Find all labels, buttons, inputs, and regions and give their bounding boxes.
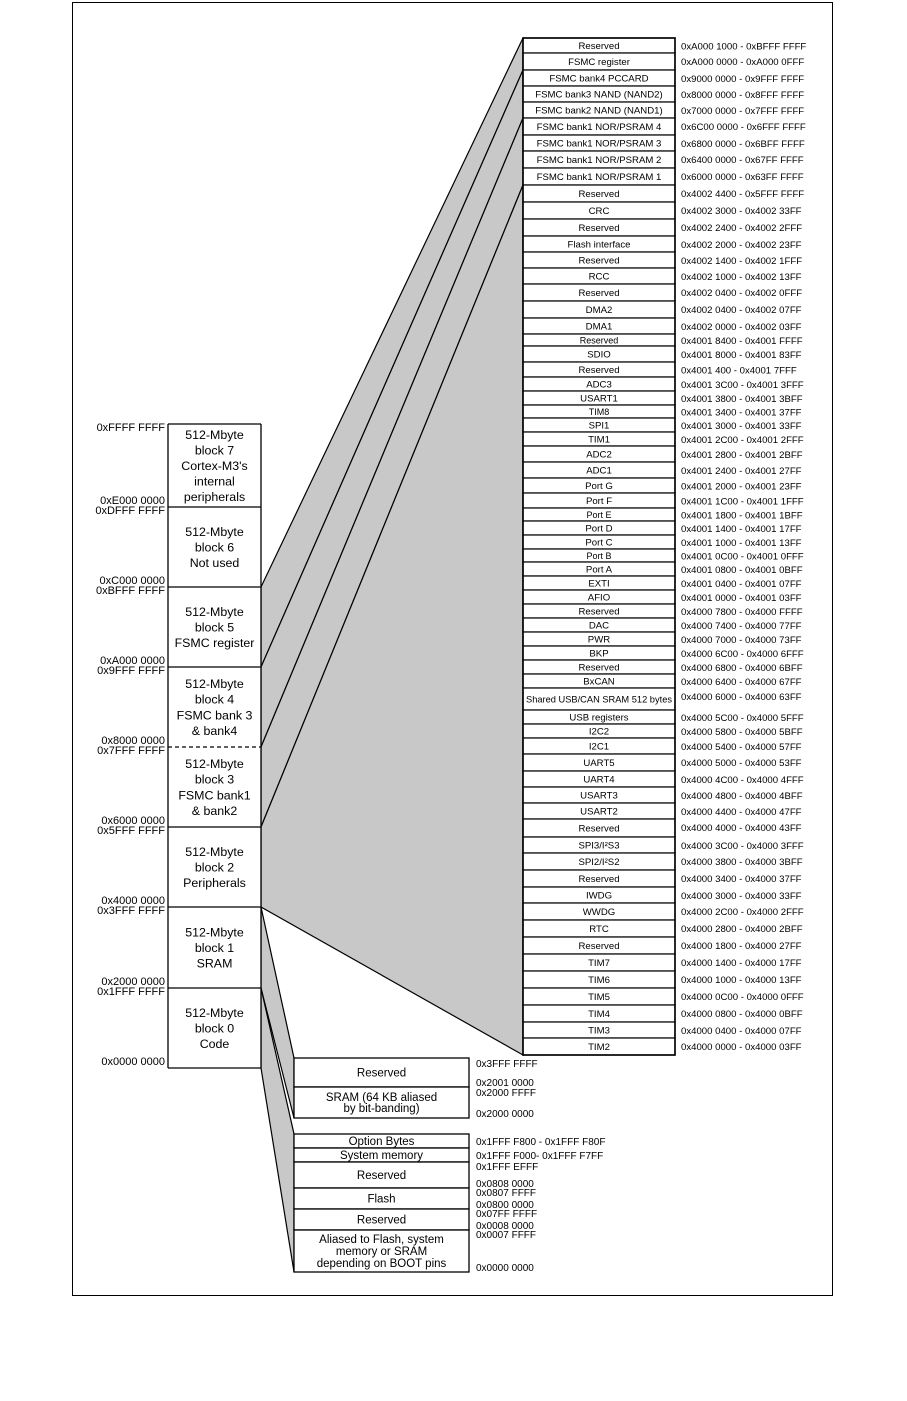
code-region-top-address: 0x0807 FFFF <box>476 1188 537 1199</box>
peripheral-address-range: 0x4000 0800 - 0x4000 0BFF <box>681 1009 803 1020</box>
block-bottom-address: 0xE000 0000 <box>100 495 165 507</box>
peripheral-name: TIM1 <box>588 434 610 446</box>
peripheral-address-range: 0x4002 0000 - 0x4002 03FF <box>681 322 802 333</box>
peripheral-address-range: 0x4001 3000 - 0x4001 33FF <box>681 421 802 432</box>
peripheral-address-range: 0x4000 7800 - 0x4000 FFFF <box>681 607 803 618</box>
block-label: 512-Mbyte <box>185 427 244 442</box>
peripheral-address-range: 0x4001 1800 - 0x4001 1BFF <box>681 510 803 522</box>
sram-region-top-address: 0x3FFF FFFF <box>476 1059 538 1070</box>
peripheral-name: SPI1 <box>588 420 610 432</box>
sram-region-bottom-address: 0x2001 0000 <box>476 1078 534 1089</box>
peripheral-address-range: 0x4001 1400 - 0x4001 17FF <box>681 524 802 535</box>
code-region-label: Reserved <box>356 1170 407 1182</box>
peripheral-address-range: 0x4000 7400 - 0x4000 77FF <box>681 621 802 632</box>
block-label: Code <box>199 1037 230 1052</box>
peripheral-name: Reserved <box>578 188 620 200</box>
peripheral-address-range: 0x4002 3000 - 0x4002 33FF <box>681 206 802 217</box>
code-region-address-range: 0x1FFF F000- 0x1FFF F7FF <box>476 1151 604 1162</box>
peripheral-address-range: 0x4001 0000 - 0x4001 03FF <box>681 593 802 604</box>
code-region-label: Aliased to Flash, system <box>319 1233 444 1246</box>
peripheral-address-range: 0x4002 1000 - 0x4002 13FF <box>681 272 802 283</box>
peripheral-name: ADC3 <box>586 379 612 391</box>
peripheral-name: RCC <box>588 271 610 283</box>
peripheral-address-range: 0x4000 6800 - 0x4000 6BFF <box>681 663 803 674</box>
sram-region-label: SRAM (64 KB aliased <box>325 1092 438 1104</box>
peripheral-name: DMA1 <box>585 321 613 333</box>
code-region-label: memory or SRAM <box>335 1246 428 1258</box>
peripheral-address-range: 0x4000 6000 - 0x4000 63FF <box>681 692 802 703</box>
peripheral-address-range: 0xA000 0000 - 0xA000 0FFF <box>681 57 805 68</box>
code-region-top-address: 0x07FF FFFF <box>476 1209 538 1220</box>
peripheral-address-range: 0x4001 2400 - 0x4001 27FF <box>681 466 802 477</box>
block-label: SRAM <box>196 956 233 971</box>
block-label: Not used <box>189 556 240 571</box>
peripheral-address-range: 0x4002 0400 - 0x4002 0FFF <box>681 288 803 299</box>
peripheral-address-range: 0x4000 4000 - 0x4000 43FF <box>681 823 802 834</box>
block-label: block 7 <box>194 443 235 458</box>
peripheral-name: FSMC bank1 NOR/PSRAM 3 <box>536 138 662 150</box>
block-top-address: 0x7FFF FFFF <box>97 745 165 757</box>
peripheral-name: Reserved <box>578 287 620 299</box>
block-label: 512-Mbyte <box>185 677 244 692</box>
peripheral-name: TIM8 <box>588 406 610 417</box>
peripheral-address-range: 0x4000 1400 - 0x4000 17FF <box>681 958 802 969</box>
peripheral-name: DAC <box>588 620 610 632</box>
peripheral-address-range: 0x4000 3800 - 0x4000 3BFF <box>681 857 803 868</box>
peripheral-address-range: 0x6C00 0000 - 0x6FFF FFFF <box>681 122 806 133</box>
block-label: peripherals <box>183 490 246 505</box>
peripheral-address-range: 0x4001 2800 - 0x4001 2BFF <box>681 450 803 461</box>
peripheral-address-range: 0x4000 5000 - 0x4000 53FF <box>681 758 802 769</box>
code-region-top-address: 0x1FFF EFFF <box>476 1162 539 1173</box>
peripheral-address-range: 0x4000 0400 - 0x4000 07FF <box>681 1026 802 1037</box>
block-bottom-address: 0x2000 0000 <box>101 976 165 988</box>
block-bottom-address: 0x0000 0000 <box>101 1056 165 1068</box>
peripheral-name: TIM2 <box>588 1041 610 1053</box>
code-region-bottom-address: 0x0808 0000 <box>476 1179 534 1190</box>
block-label: Cortex-M3's <box>181 459 248 473</box>
peripheral-address-range: 0x4000 3400 - 0x4000 37FF <box>681 874 802 885</box>
block-top-address: 0xBFFF FFFF <box>95 585 165 597</box>
peripheral-address-range: 0x4001 400 - 0x4001 7FFF <box>681 365 797 377</box>
block-label: block 2 <box>194 860 235 875</box>
peripheral-address-range: 0x4002 2400 - 0x4002 2FFF <box>681 223 803 234</box>
peripheral-name: TIM6 <box>588 974 610 986</box>
peripheral-name: Reserved <box>578 364 620 376</box>
peripheral-name: TIM7 <box>588 957 610 969</box>
block-label: 512-Mbyte <box>185 524 244 539</box>
peripheral-address-range: 0x4001 3C00 - 0x4001 3FFF <box>681 380 804 391</box>
block-bottom-address: 0xA000 0000 <box>100 655 165 667</box>
block-top-address: 0x1FFF FFFF <box>97 986 165 998</box>
block-label: block 0 <box>194 1021 235 1036</box>
peripheral-name: FSMC bank4 PCCARD <box>549 73 649 85</box>
block-top-address: 0x5FFF FFFF <box>97 825 165 837</box>
peripheral-name: FSMC register <box>568 56 630 68</box>
code-region-label: Option Bytes <box>348 1136 415 1148</box>
block-label: 512-Mbyte <box>185 844 244 859</box>
peripheral-address-range: 0x4001 3400 - 0x4001 37FF <box>681 407 802 419</box>
peripheral-address-range: 0x4000 4400 - 0x4000 47FF <box>681 807 802 818</box>
peripheral-name: Port F <box>585 495 613 507</box>
peripheral-name: Reserved <box>579 335 619 346</box>
peripheral-name: WWDG <box>582 906 616 918</box>
peripheral-name: PWR <box>587 634 611 646</box>
peripheral-name: ADC1 <box>586 465 612 477</box>
peripheral-name: FSMC bank2 NAND (NAND1) <box>535 105 663 117</box>
code-region-bottom-address: 0x0008 0000 <box>476 1221 534 1232</box>
peripheral-name: Reserved <box>578 662 620 674</box>
sram-region-top-address: 0x2000 FFFF <box>476 1088 537 1099</box>
block-label: FSMC register <box>174 636 255 651</box>
peripheral-address-range: 0x4000 3C00 - 0x4000 3FFF <box>681 841 804 852</box>
peripheral-address-range: 0x7000 0000 - 0x7FFF FFFF <box>681 106 805 117</box>
peripheral-name: DMA2 <box>585 304 613 316</box>
peripheral-name: IWDG <box>585 890 613 902</box>
block-label: 512-Mbyte <box>185 757 244 772</box>
block-top-address: 0x3FFF FFFF <box>97 905 165 917</box>
code-region-bottom-address: 0x0000 0000 <box>476 1263 534 1274</box>
peripheral-address-range: 0x4000 5400 - 0x4000 57FF <box>681 742 802 753</box>
peripheral-name: Port D <box>585 523 613 535</box>
peripheral-name: Reserved <box>578 873 620 885</box>
peripheral-name: Reserved <box>578 606 620 618</box>
block-top-address: 0xDFFF FFFF <box>95 505 165 517</box>
peripheral-address-range: 0x4000 6400 - 0x4000 67FF <box>681 677 802 688</box>
block-label: FSMC bank1 <box>178 788 251 803</box>
peripheral-address-range: 0x4000 0C00 - 0x4000 0FFF <box>681 992 804 1003</box>
peripheral-name: BxCAN <box>583 676 615 688</box>
peripheral-name: I2C1 <box>588 741 610 753</box>
peripheral-address-range: 0x4000 2800 - 0x4000 2BFF <box>681 924 803 935</box>
peripheral-address-range: 0x4001 0400 - 0x4001 07FF <box>681 579 802 590</box>
peripheral-address-range: 0x4000 2C00 - 0x4000 2FFF <box>681 907 804 918</box>
peripheral-name: RTC <box>589 923 609 935</box>
peripheral-name: FSMC bank1 NOR/PSRAM 1 <box>536 171 662 183</box>
peripheral-name: Port A <box>585 564 613 576</box>
peripheral-name: SPI3/I²S3 <box>578 840 620 852</box>
peripheral-address-range: 0x8000 0000 - 0x8FFF FFFF <box>681 90 805 101</box>
block-label: 512-Mbyte <box>185 925 244 940</box>
block-bottom-address: 0x8000 0000 <box>101 735 165 747</box>
peripheral-name: ADC2 <box>586 449 612 461</box>
peripheral-address-range: 0x4000 4800 - 0x4000 4BFF <box>681 791 803 802</box>
block-label: & bank4 <box>191 723 238 738</box>
code-region-label: Flash <box>367 1193 396 1206</box>
peripheral-name: Port C <box>585 537 613 549</box>
code-region-top-address: 0x0007 FFFF <box>476 1230 537 1241</box>
peripheral-name: Reserved <box>578 255 620 267</box>
peripheral-name: EXTI <box>588 578 610 590</box>
block-bottom-address: 0x6000 0000 <box>101 815 165 827</box>
block-label: FSMC bank 3 <box>176 708 253 723</box>
peripheral-address-range: 0x4001 1C00 - 0x4001 1FFF <box>681 496 804 508</box>
peripheral-name: Shared USB/CAN SRAM 512 bytes <box>526 694 673 706</box>
block-label: 512-Mbyte <box>185 1005 244 1020</box>
peripheral-address-range: 0x4000 5800 - 0x4000 5BFF <box>681 727 803 738</box>
peripheral-name: I2C2 <box>588 726 610 738</box>
peripheral-name: TIM5 <box>588 991 610 1003</box>
peripheral-name: Port G <box>585 480 613 492</box>
peripheral-address-range: 0x6400 0000 - 0x67FF FFFF <box>681 155 804 166</box>
code-region-bottom-address: 0x0800 0000 <box>476 1200 534 1211</box>
block-bottom-address: 0x4000 0000 <box>101 895 165 907</box>
peripheral-address-range: 0x4000 7000 - 0x4000 73FF <box>681 635 802 646</box>
peripheral-address-range: 0x4000 3000 - 0x4000 33FF <box>681 891 802 902</box>
peripheral-name: FSMC bank1 NOR/PSRAM 4 <box>536 121 662 133</box>
peripheral-address-range: 0x4001 0800 - 0x4001 0BFF <box>681 565 803 576</box>
peripheral-name: Port B <box>586 550 612 561</box>
block-label: Peripherals <box>183 876 246 891</box>
peripheral-address-range: 0x4001 8400 - 0x4001 FFFF <box>681 336 803 347</box>
code-region-label: Reserved <box>356 1214 407 1227</box>
peripheral-name: Port E <box>586 509 612 520</box>
peripheral-address-range: 0x4001 1000 - 0x4001 13FF <box>681 538 802 549</box>
peripheral-name: SDIO <box>587 349 611 361</box>
peripheral-name: TIM4 <box>588 1008 610 1020</box>
block-label: internal <box>194 474 235 489</box>
peripheral-name: AFIO <box>587 592 611 604</box>
peripheral-address-range: 0x4000 0000 - 0x4000 03FF <box>681 1042 802 1053</box>
peripheral-address-range: 0x4000 4C00 - 0x4000 4FFF <box>681 775 804 786</box>
peripheral-address-range: 0x4002 0400 - 0x4002 07FF <box>681 305 802 316</box>
peripheral-address-range: 0x4000 6C00 - 0x4000 6FFF <box>681 649 804 660</box>
peripheral-name: TIM3 <box>588 1025 610 1037</box>
peripheral-name: UART4 <box>583 774 615 786</box>
peripheral-address-range: 0x4001 3800 - 0x4001 3BFF <box>681 394 803 405</box>
peripheral-address-range: 0xA000 1000 - 0xBFFF FFFF <box>681 41 807 53</box>
peripheral-address-range: 0x6000 0000 - 0x63FF FFFF <box>681 172 804 183</box>
peripheral-address-range: 0x4002 1400 - 0x4002 1FFF <box>681 256 803 267</box>
peripheral-name: Reserved <box>578 823 620 835</box>
peripheral-address-range: 0x4001 2000 - 0x4001 23FF <box>681 481 802 493</box>
block-label: 512-Mbyte <box>185 604 244 619</box>
peripheral-address-range: 0x4000 1800 - 0x4000 27FF <box>681 941 802 952</box>
peripheral-address-range: 0x6800 0000 - 0x6BFF FFFF <box>681 139 805 150</box>
block-label: block 5 <box>194 620 235 635</box>
block-label: block 1 <box>194 941 235 955</box>
peripheral-name: CRC <box>588 205 610 217</box>
peripheral-address-range: 0x4000 1000 - 0x4000 13FF <box>681 975 802 986</box>
peripheral-address-range: 0x4002 2000 - 0x4002 23FF <box>681 240 802 251</box>
peripheral-name: USART1 <box>580 393 618 405</box>
peripheral-name: UART5 <box>583 757 615 769</box>
code-region-label: System memory <box>339 1150 424 1162</box>
block-bottom-address: 0xC000 0000 <box>99 575 165 587</box>
block-label: block 6 <box>194 540 235 555</box>
sram-region-bottom-address: 0x2000 0000 <box>476 1109 534 1120</box>
peripheral-name: USART2 <box>580 806 618 818</box>
code-region-label: depending on BOOT pins <box>316 1258 447 1271</box>
peripheral-name: Reserved <box>578 222 620 234</box>
code-region-address-range: 0x1FFF F800 - 0x1FFF F80F <box>476 1137 606 1148</box>
peripheral-address-range: 0x4002 4400 - 0x5FFF FFFF <box>681 189 805 200</box>
block-top-address: 0x9FFF FFFF <box>97 665 165 677</box>
peripheral-name: FSMC bank1 NOR/PSRAM 2 <box>536 154 662 166</box>
sram-region-label: by bit-banding) <box>343 1103 420 1115</box>
block-label: & bank2 <box>191 803 238 818</box>
sram-region-label: Reserved <box>356 1067 407 1080</box>
peripheral-name: Reserved <box>578 940 620 952</box>
peripheral-address-range: 0x9000 0000 - 0x9FFF FFFF <box>681 74 805 85</box>
peripheral-name: USART3 <box>580 790 618 802</box>
block-label: block 3 <box>194 772 235 787</box>
peripheral-name: Reserved <box>578 40 620 52</box>
block-top-address: 0xFFFF FFFF <box>96 422 165 434</box>
peripheral-address-range: 0x4001 0C00 - 0x4001 0FFF <box>681 551 804 563</box>
peripheral-name: Flash interface <box>567 239 631 251</box>
peripheral-address-range: 0x4000 5C00 - 0x4000 5FFF <box>681 713 804 724</box>
peripheral-name: BKP <box>589 648 609 660</box>
peripheral-address-range: 0x4001 2C00 - 0x4001 2FFF <box>681 435 804 446</box>
peripheral-name: FSMC bank3 NAND (NAND2) <box>535 89 663 101</box>
peripheral-name: SPI2/I²S2 <box>578 856 620 868</box>
block-label: block 4 <box>194 692 235 707</box>
peripheral-name: USB registers <box>569 712 629 724</box>
peripheral-address-range: 0x4001 8000 - 0x4001 83FF <box>681 350 802 361</box>
